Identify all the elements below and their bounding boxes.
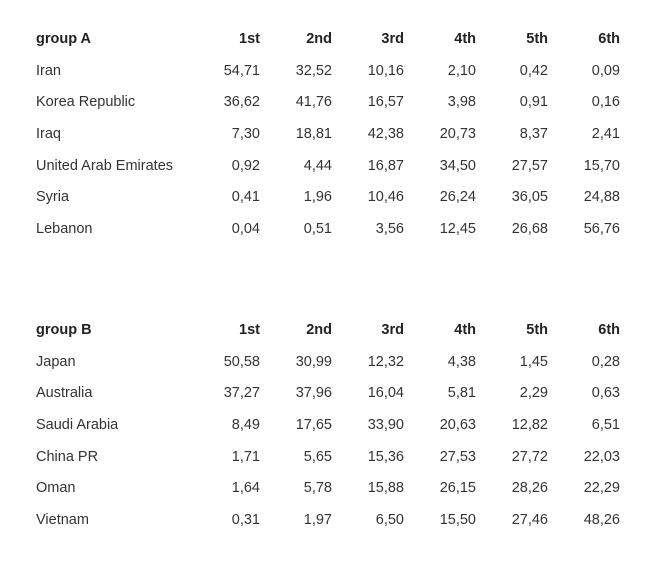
probability-cell: 18,81 (295, 125, 332, 142)
column-header: 3rd (381, 30, 404, 47)
probability-cell: 3,56 (375, 220, 404, 237)
probability-cell: 27,72 (511, 448, 548, 465)
probability-cell: 26,15 (439, 480, 476, 497)
probability-cell: 3,98 (447, 94, 476, 111)
probability-cell: 4,44 (303, 157, 332, 174)
team-name: Syria (36, 189, 70, 206)
probability-cell: 36,62 (223, 94, 260, 111)
column-header: 5th (526, 321, 548, 338)
probability-cell: 0,41 (231, 189, 260, 206)
table-row (28, 213, 628, 245)
probability-cell: 12,82 (511, 416, 548, 433)
probability-cell: 30,99 (295, 353, 332, 370)
probability-cell: 0,63 (591, 385, 620, 402)
team-name: China PR (36, 448, 99, 465)
team-name: Iran (36, 62, 61, 79)
table-row (28, 181, 628, 213)
probability-cell: 12,45 (439, 220, 476, 237)
probability-cell: 36,05 (511, 189, 548, 206)
team-name: Oman (36, 480, 76, 497)
probability-cell: 56,76 (583, 220, 620, 237)
column-header: 1st (239, 30, 260, 47)
probability-cell: 20,63 (439, 416, 476, 433)
probability-cell: 15,50 (439, 511, 476, 528)
probability-cell: 0,91 (519, 94, 548, 111)
probability-cell: 0,28 (591, 353, 620, 370)
table-row (28, 504, 628, 536)
probability-cell: 48,26 (583, 511, 620, 528)
probability-cell: 54,71 (223, 62, 260, 79)
table-row (28, 150, 628, 182)
probability-cell: 33,90 (367, 416, 404, 433)
probability-cell: 0,42 (519, 62, 548, 79)
probability-cell: 6,50 (375, 511, 404, 528)
probability-cell: 32,52 (295, 62, 332, 79)
probability-cell: 0,51 (303, 220, 332, 237)
probability-cell: 37,27 (223, 385, 260, 402)
header-row (28, 314, 628, 346)
column-header: 2nd (306, 30, 332, 47)
team-name: Japan (36, 353, 76, 370)
probability-cell: 26,24 (439, 189, 476, 206)
team-name: Australia (36, 385, 93, 402)
table-row (28, 55, 628, 87)
probability-cell: 8,37 (519, 125, 548, 142)
probability-cell: 27,53 (439, 448, 476, 465)
probability-cell: 16,57 (367, 94, 404, 111)
table-row (28, 346, 628, 378)
probability-cell: 50,58 (223, 353, 260, 370)
probability-cell: 1,71 (231, 448, 260, 465)
group-title: group B (36, 321, 92, 338)
column-header: 1st (239, 321, 260, 338)
probability-cell: 10,16 (367, 62, 404, 79)
probability-cell: 0,04 (231, 220, 260, 237)
probability-cell: 5,65 (303, 448, 332, 465)
group-title: group A (36, 30, 92, 47)
table-row (28, 472, 628, 504)
probability-cell: 22,29 (583, 480, 620, 497)
probability-cell: 34,50 (439, 157, 476, 174)
table-row (28, 441, 628, 473)
probability-cell: 12,32 (367, 353, 404, 370)
column-header: 6th (598, 30, 620, 47)
team-name: Iraq (36, 125, 61, 142)
probability-cell: 6,51 (591, 416, 620, 433)
probability-cell: 5,81 (447, 385, 476, 402)
probability-cell: 0,31 (231, 511, 260, 528)
probability-cell: 15,88 (367, 480, 404, 497)
probability-cell: 10,46 (367, 189, 404, 206)
probability-cell: 17,65 (295, 416, 332, 433)
probability-cell: 0,09 (591, 62, 620, 79)
probability-cell: 28,26 (511, 480, 548, 497)
header-row (28, 23, 628, 55)
team-name: Lebanon (36, 220, 93, 237)
probability-cell: 4,38 (447, 353, 476, 370)
probability-cell: 2,41 (591, 125, 620, 142)
probability-cell: 1,97 (303, 511, 332, 528)
probability-cell: 5,78 (303, 480, 332, 497)
probability-cell: 1,96 (303, 189, 332, 206)
probability-cell: 41,76 (295, 94, 332, 111)
group-a-table (28, 23, 628, 245)
column-header: 2nd (306, 321, 332, 338)
probability-cell: 37,96 (295, 385, 332, 402)
column-header: 4th (454, 321, 476, 338)
probability-cell: 26,68 (511, 220, 548, 237)
team-name: Vietnam (36, 511, 89, 528)
probability-cell: 0,92 (231, 157, 260, 174)
table-row (28, 377, 628, 409)
column-header: 3rd (381, 321, 404, 338)
column-header: 4th (454, 30, 476, 47)
table-row (28, 409, 628, 441)
probability-cell: 16,87 (367, 157, 404, 174)
probability-cell: 1,64 (231, 480, 260, 497)
probability-cell: 7,30 (231, 125, 260, 142)
probability-cell: 8,49 (231, 416, 260, 433)
probability-cell: 20,73 (439, 125, 476, 142)
probability-cell: 1,45 (519, 353, 548, 370)
column-header: 5th (526, 30, 548, 47)
table-row (28, 118, 628, 150)
probability-cell: 15,36 (367, 448, 404, 465)
probability-cell: 27,57 (511, 157, 548, 174)
team-name: Korea Republic (36, 94, 136, 111)
probability-cell: 0,16 (591, 94, 620, 111)
probability-cell: 27,46 (511, 511, 548, 528)
probability-cell: 16,04 (367, 385, 404, 402)
probability-cell: 15,70 (583, 157, 620, 174)
probability-cell: 2,10 (447, 62, 476, 79)
probability-cell: 2,29 (519, 385, 548, 402)
probability-cell: 42,38 (367, 125, 404, 142)
probability-cell: 22,03 (583, 448, 620, 465)
team-name: United Arab Emirates (36, 157, 174, 174)
team-name: Saudi Arabia (36, 416, 119, 433)
table-row (28, 86, 628, 118)
probability-cell: 24,88 (583, 189, 620, 206)
column-header: 6th (598, 321, 620, 338)
group-b-table (28, 314, 628, 536)
